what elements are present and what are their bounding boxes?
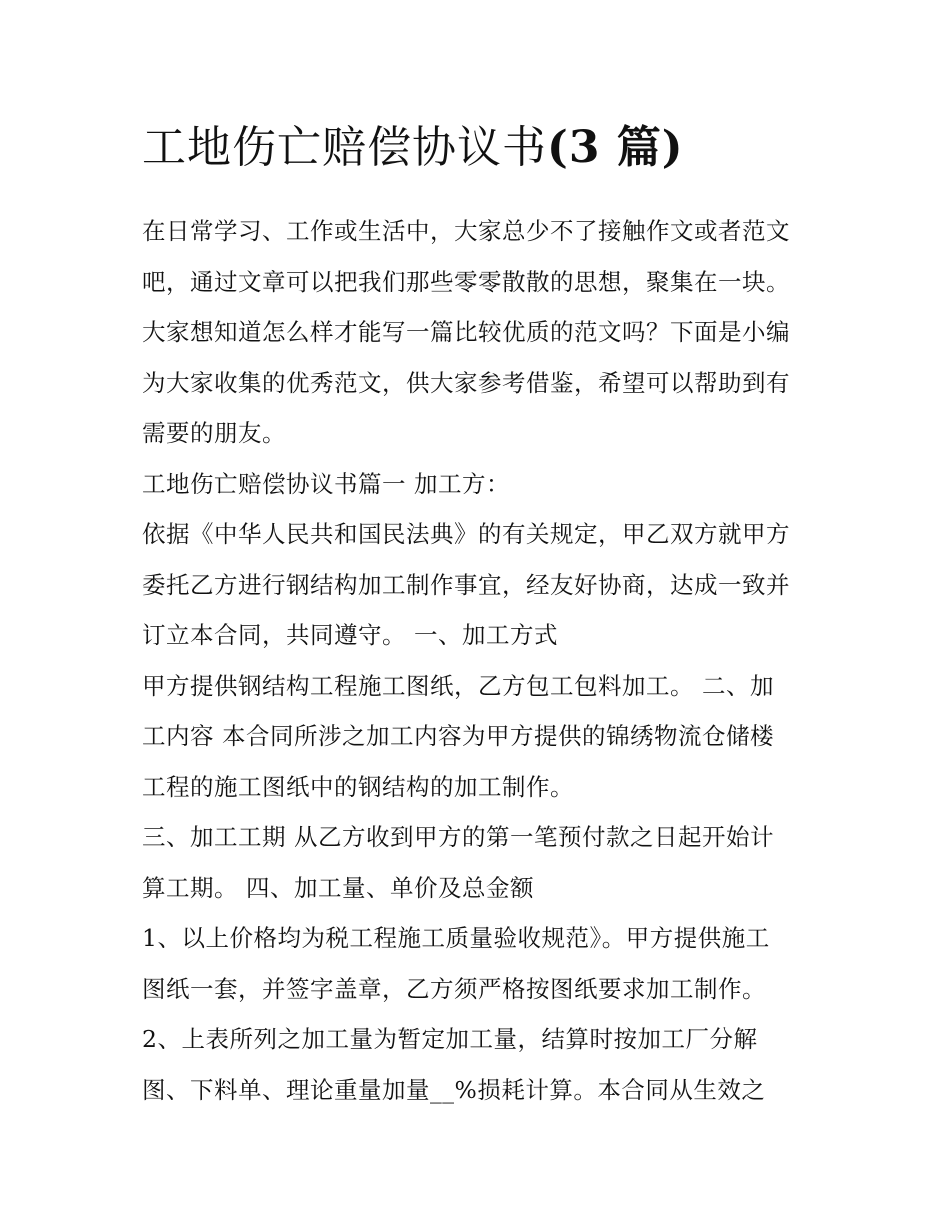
paragraph-intro (142, 206, 822, 459)
document-title (142, 118, 822, 178)
text-line: 吧，通过文章可以把我们那些零零散散的思想，聚集在一块。 (142, 267, 790, 296)
text-line: 三、加工工期 从乙方收到甲方的第一笔预付款之日起开始计 (142, 823, 774, 851)
text-line: 需要的朋友。 (142, 419, 286, 447)
text-line: 在日常学习、工作或生活中，大家总少不了接触作文或者范文 (142, 217, 790, 245)
title-text: 工地伤亡赔偿协议书 (142, 122, 547, 173)
text-line: 图纸一套，并签字盖章，乙方须严格按图纸要求加工制作。 (142, 974, 766, 1003)
text-line: 图、下料单、理论重量加量__%损耗计算。本合同从生效之 (142, 1075, 766, 1104)
paragraph-content (142, 661, 822, 813)
text-line: 1、以上价格均为税工程施工质量验收规范》。甲方提供施工 (142, 924, 770, 952)
text-line: 工程的施工图纸中的钢结构的加工制作。 (142, 772, 574, 801)
paragraph-section-heading (142, 459, 822, 510)
text-line: 甲方提供钢结构工程施工图纸，乙方包工包料加工。 二、加 (142, 671, 774, 700)
title-count: (3 篇) (547, 122, 684, 173)
text-line: 工内容 本合同所涉之加工内容为甲方提供的锦绣物流仓储楼 (142, 722, 774, 750)
paragraph-item-2 (142, 1014, 822, 1115)
text-line: 委托乙方进行钢结构加工制作事宜，经友好协商，达成一致并 (142, 570, 790, 599)
text-line: 算工期。 四、加工量、单价及总金额 (142, 873, 534, 902)
paragraph-schedule (142, 812, 822, 913)
paragraph-basis (142, 509, 822, 661)
document-body (142, 206, 822, 1115)
text-line: 依据《中华人民共和国民法典》的有关规定，甲乙双方就甲方 (142, 520, 790, 548)
text-line: 大家想知道怎么样才能写一篇比较优质的范文吗？下面是小编 (142, 318, 790, 346)
text-line: 为大家收集的优秀范文，供大家参考借鉴，希望可以帮助到有 (142, 368, 790, 397)
text-line: 2、上表所列之加工量为暂定加工量，结算时按加工厂分解 (142, 1025, 758, 1053)
text-line: 工地伤亡赔偿协议书篇一 加工方： (142, 469, 510, 498)
document-page (142, 118, 822, 1115)
text-line: 订立本合同，共同遵守。 一、加工方式 (142, 621, 558, 649)
paragraph-item-1 (142, 913, 822, 1014)
